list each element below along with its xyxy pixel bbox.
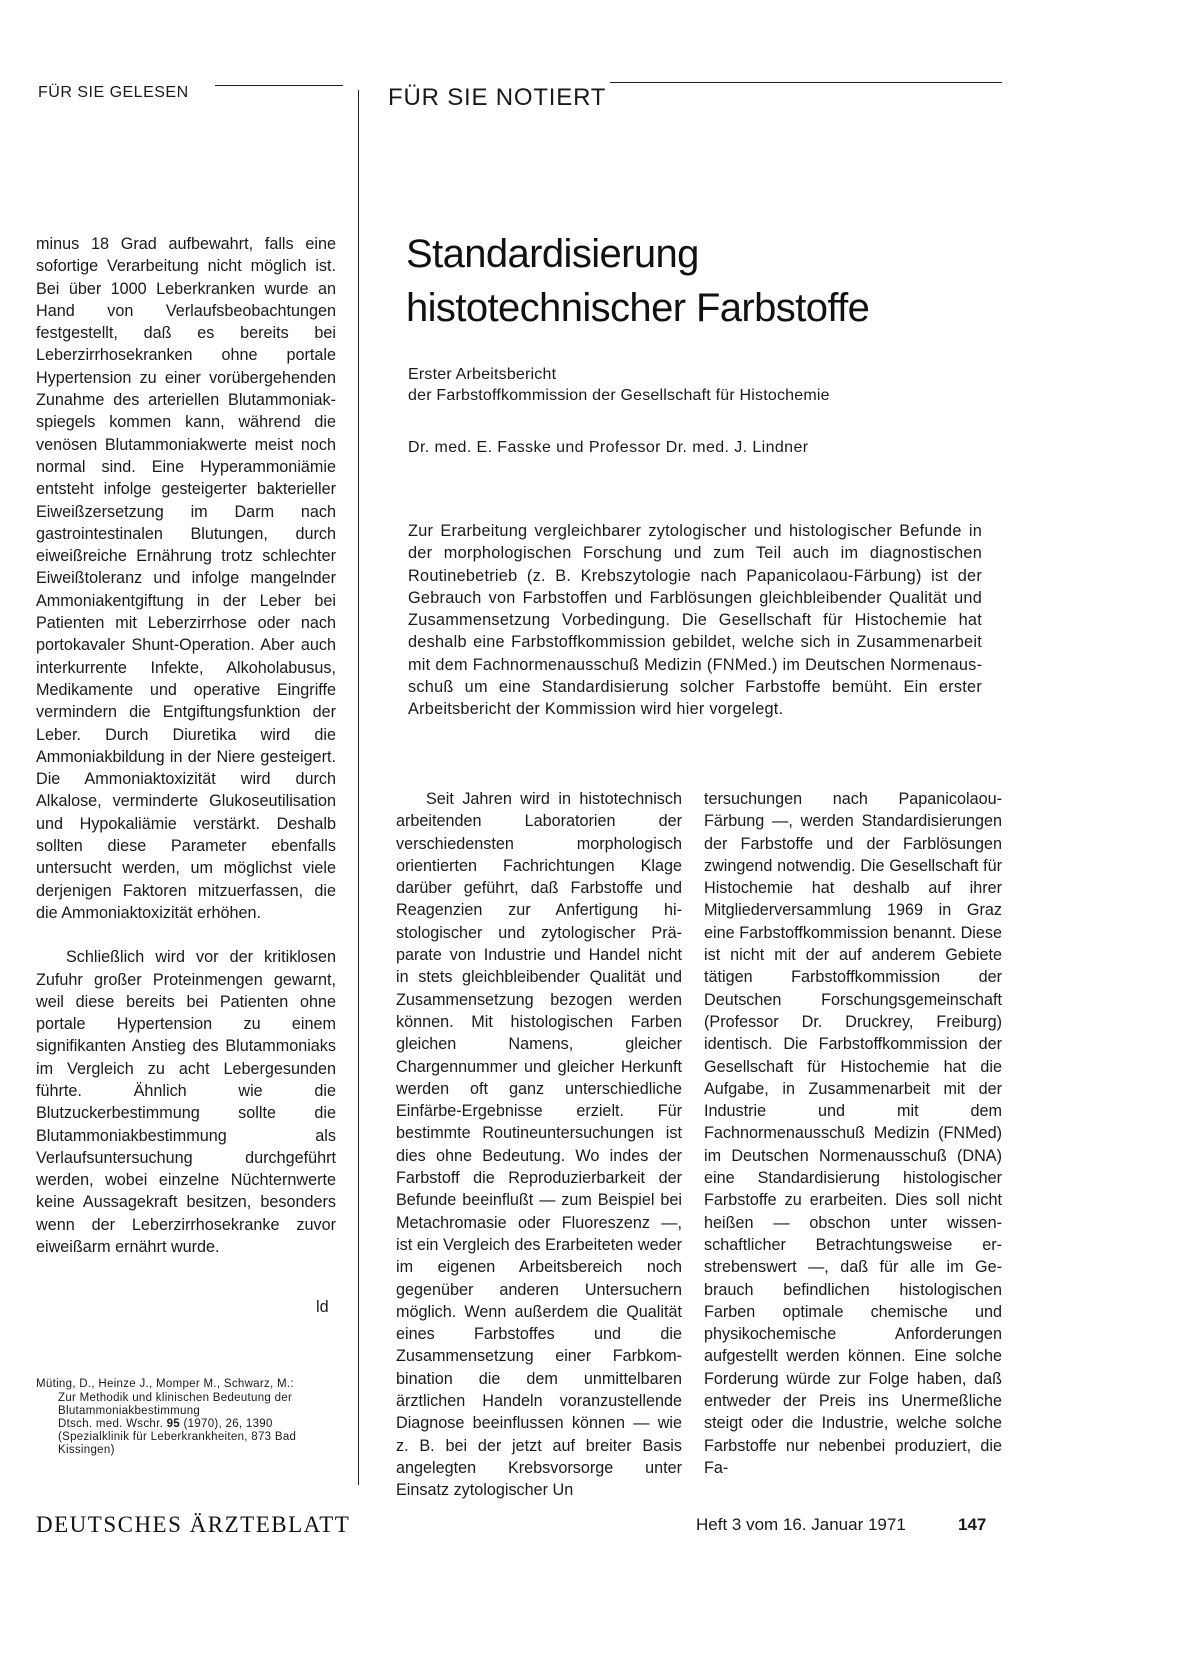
column-divider bbox=[358, 90, 359, 1485]
reference-block bbox=[36, 1378, 336, 1457]
section-label-gelesen: FÜR SIE GELESEN bbox=[38, 84, 189, 101]
title-line-1: Standardisierung bbox=[406, 232, 699, 276]
title-line-2: histotechnischer Farbstoffe bbox=[406, 286, 870, 330]
article-subtitle: Erster Arbeitsbericht der Farbstoffkommission der Gesellschaft für Histochemie bbox=[408, 366, 830, 404]
issue-info: Heft 3 vom 16. Januar 1971 bbox=[696, 1515, 906, 1534]
header-rule-left bbox=[215, 85, 343, 86]
article-intro: Zur Erarbeitung vergleichbarer zytologischer und histologischer Befunde in der morphologischen Forschung und zum Teil auch im diagnostischen Routinebetrieb (z. B. Krebszytologie nach Papanicolaou-Färbung) ist der Gebrauch von Farbstoffen und Farblösungen gleichbleibender Qualität und Zusammensetzung Vorbedingung. Die Gesellschaft für Histochemie hat deshalb eine Farbstoffkommission gebildet, welche sich in Zusammenarbeit mit dem Fachnormenausschuß Medizin (FNMed.) im Deutschen Normenausschuß um eine Standardisierung solcher Farbstoffe bemüht. Ein erster Arbeitsbericht der Kommission wird hier vorgelegt. bbox=[408, 522, 982, 719]
left-paragraph-2: Schließlich wird vor der kritiklosen Zufuhr großer Proteinmengen gewarnt, weil diese bereits bei Patienten ohne portale Hypertension zu einem signifikanten Anstieg des Blutammoniaks im Vergleich zu acht Lebergesunden führte. Ähnlich wie die Blutzuckerbestimmung sollte die Blutammoniakbestimmung als Verlaufsuntersuchung durchgeführt werden, wobei einzelne Nüchternwerte keine Aussagekraft besitzen, besonders wenn der Leberzirrhosekranke zuvor eiweißarm ernährt wurde. bbox=[36, 948, 336, 1257]
reference-title: Zur Methodik und klinischen Bedeutung der Blutammoniakbestimmung bbox=[58, 1392, 293, 1417]
left-paragraph-1: minus 18 Grad aufbewahrt, falls eine sofortige Verarbeitung nicht möglich ist. Bei über 1000 Leberkranken wurde an Hand von Verlaufsbeobachtungen festgestellt, daß es bereits bei Leberzirrhosekranken ohne portale Hypertension zu einer vorübergehenden Zunahme des arteriellen Blutammoniakspiegels kommen kann, während die venösen Blutammoniakwerte meist noch normal sind. Eine Hyperammoniämie entsteht infolge gesteigerter bakterieller Eiweißzersetzung im Darm nach gastrointestinalen Blutungen, durch eiweißreiche Ernährung trotz schlechter Eiweißtoleranz und infolge mangelnder Ammoniakentgiftung in der Leber bei Patienten mit Leberzirrhose oder nach portokavaler Shunt-Operation. Aber auch interkurrente Infekte, Alkoholabusus, Medikamente und operative Eingriffe vermindern die Entgiftungsfunktion der Leber. Durch Diuretika wird die Ammoniakbildung in der Niere gesteigert. Die Ammoniaktoxizität wird durch Alkalose, verminderte Glukoseutilisation und Hypokaliämie verstärkt. Deshalb sollten diese Parameter ebenfalls untersucht werden, um möglichst viele derjenigen Faktoren mitzuerfassen, die die Ammoniaktoxizität erhöhen. bbox=[36, 235, 336, 922]
left-column-text bbox=[36, 233, 336, 1258]
author-signature: ld bbox=[316, 1298, 329, 1316]
article-authors: Dr. med. E. Fasske und Professor Dr. med. J. Lindner bbox=[408, 439, 809, 456]
section-label-notiert: FÜR SIE NOTIERT bbox=[388, 84, 607, 111]
reference-address: (Spezialklinik für Leberkrankheiten, 873 Bad Kissingen) bbox=[58, 1431, 297, 1456]
header-rule-right bbox=[610, 82, 1002, 83]
article-body-column-2: tersuchungen nach Papanicolaou-Färbung —, werden Standardisierungen der Farbstoffe und der Farblösungen zwingend notwendig. Die Gesellschaft für Histochemie hat deshalb auf ihrer Mitgliederversammlung 1969 in Graz eine Farbstoffkommission benannt. Diese ist nicht mit der auf anderem Gebiete tätigen Farbstoffkommission der Deutschen Forschungsgemeinschaft (Professor Dr. Druckrey, Freiburg) identisch. Die Farbstoffkommission der Gesellschaft für Histochemie hat die Aufgabe, in Zusammenarbeit mit der Industrie und mit dem Fachnormenausschuß Medizin (FNMed) im Deutschen Normenausschuß (DNA) eine Standardisierung histologischer Farbstoffe zu erarbeiten. Dies soll nicht heißen — obschon unter wissenschaftlicher Betrachtungsweise erstrebenswert —, daß für alle im Gebrauch befindlichen histologischen Farben optimale chemische und physikochemische Anforderungen aufgestellt werden können. Eine solche Forderung würde zur Folge haben, daß entweder der Preis ins Unermeßliche steigt oder die Industrie, welche solche Farbstoffe nur nebenbei produziert, die Fa- bbox=[704, 790, 1002, 1477]
reference-authors: Müting, D., Heinze J., Momper M., Schwarz, M.: bbox=[36, 1378, 294, 1390]
article-title bbox=[406, 227, 869, 335]
reference-journal: Dtsch. med. Wschr. 95 (1970), 26, 1390 bbox=[58, 1418, 273, 1430]
page-number: 147 bbox=[958, 1515, 987, 1534]
article-body-column-1: Seit Jahren wird in histotechnisch arbeitenden Laboratorien der verschiedensten morphologisch orientierten Fachrichtungen Klage darüber geführt, daß Farbstoffe und Reagenzien zur Anfertigung histologischer und zytologischer Präparate von Industrie und Handel nicht in stets gleichbleibender Qualität und Zusammensetzung bezogen werden können. Mit histologischen Farben gleichen Namens, gleicher Chargennummer und gleicher Herkunft werden oft ganz unterschiedliche Einfärbe-Ergebnisse erzielt. Für bestimmte Routineuntersuchungen ist dies ohne Bedeutung. Wo indes der Farbstoff die Reproduzierbarkeit der Befunde beeinflußt — zum Beispiel bei Metachromasie oder Fluoreszenz —, ist ein Vergleich des Erarbeiteten weder im eigenen Arbeitsbereich noch gegenüber anderen Untersuchern möglich. Wenn außerdem die Qualität eines Farbstoffes und die Zusammensetzung einer Farbkombination die dem unmittelbaren ärztlichen Handeln voranzustellende Diagnose beeinflussen können — wie z. B. bei der jetzt auf breiter Basis angelegten Krebsvorsorge unter Einsatz zytologischer Un bbox=[396, 790, 682, 1500]
journal-masthead: DEUTSCHES ÄRZTEBLATT bbox=[36, 1512, 351, 1537]
